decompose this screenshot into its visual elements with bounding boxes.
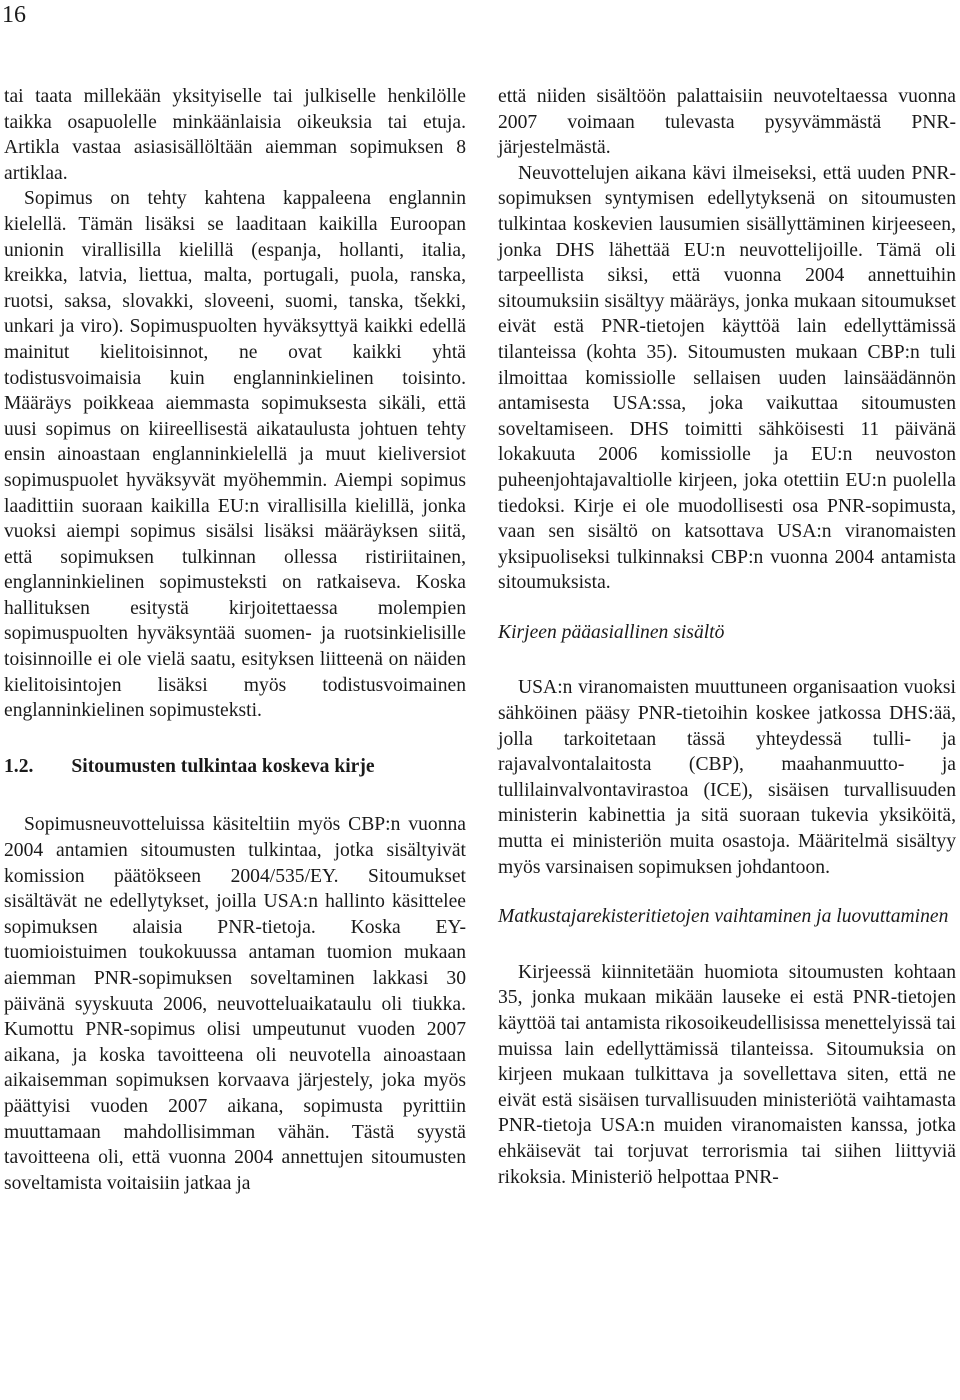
left-paragraph-2: Sopimus on tehty kahtena kappaleena englannin kielellä. Tämän lisäksi se laaditaan kaikilla Euroopan unionin virallisilla kielillä (espanja, hollanti, italia, kreikka, latvia, liettua, malta, portugali, puola, ranska, ruotsi, saksa, slovakki, sloveeni, suomi, tanska, tšekki, unkari ja viro). Sopimuspuolten hyväksyttyä kaikki edellä mainitut kielitoisinnot, ne ovat kaikki yhtä todistusvoimaisia kuin englanninkielinen toisinto. Määräys poikkeaa aiemmasta sopimuksesta sikäli, että uusi sopimus on kiireellisestä aikataulusta johtuen tehty ensin ainoastaan englanninkielellä ja muut kieliversiot sopimuspuolet hyväksyvät myöhemmin. Aiempi sopimus laadittiin suoraan kaikilla EU:n virallisilla kielillä, jonka vuoksi aiempi sopimus sisälsi lisäksi määräyksen siitä, että sopimuksen tulkinnan ollessa ristiriitainen, englanninkielinen sopimusteksti on ratkaiseva. Koska hallituksen esitystä kirjoitettaessa molempien sopimuspuolten hyväksyntää suomen- ja ruotsinkielisille toisinnoille ei ole vielä saatu, esityksen liitteenä on näiden kielitoisintojen lisäksi myös todistusvoimainen englanninkielinen sopimusteksti. (4, 188, 466, 722)
left-column (4, 84, 466, 1196)
right-paragraph-4: Kirjeessä kiinnitetään huomiota sitoumusten kohtaan 35, jonka mukaan mikään lauseke ei estä PNR-tietojen käyttöä tai antamista rikosoikeudellisissa menettelyissä tai muissa lain edellyttämissä tilanteissa. Sitoumuksia on kirjeen mukaan tulkittava ja sovellettava siten, että ne eivät estä sisäisen turvallisuuden ministeriötä vaihtamasta PNR-tietoja USA:n muiden viranomaisten kanssa, jotka ehkäisevät tai torjuvat terrorismia tai siihen liittyviä rikoksia. Ministeriö helpottaa PNR- (498, 961, 956, 1188)
right-column (498, 84, 956, 1190)
section-heading (4, 754, 466, 780)
section-heading-number: 1.2. (4, 755, 34, 777)
section-heading-text: Sitoumusten tulkintaa koskeva kirje (71, 755, 375, 777)
left-paragraph-1: tai taata millekään yksityiselle tai julkiselle henkilölle taikka osapuolelle minkäänlaisia oikeuksia tai etuja. Artikla vastaa asiasisällöltään aiemman sopimuksen 8 artiklaa. (4, 86, 466, 184)
right-paragraph-3: USA:n viranomaisten muuttuneen organisaation vuoksi sähköinen pääsy PNR-tietoihin koskee jatkossa DHS:ää, jolla tarkoitetaan tässä yhteydessä tulli- ja rajavalvontalaitosta (CBP), maahanmuutto- ja tullilainvalvontavirastoa (ICE), sisäisen turvallisuuden ministerin kabinettia ja sitä suoraan tukevia yksiköitä, mutta ei ministeriön muita osastoja. Määritelmä sisältyy myös varsinaisen sopimuksen johdantoon. (498, 677, 956, 878)
right-paragraph-2: Neuvottelujen aikana kävi ilmeiseksi, että uuden PNR-sopimuksen syntymisen edellytyksenä on sitoumusten tulkintaa koskevien lausumien sisällyttäminen kirjeeseen, jonka DHS lähettää EU:n neuvottelijoille. Tämä oli tarpeellista siksi, että vuonna 2004 annettuihin sitoumuksiin sisältyy määräys, jonka mukaan sitoumukset eivät estä PNR-tietojen käyttöä lain edellyttämissä tilanteissa (kohta 35). Sitoumusten mukaan CBP:n tuli ilmoittaa komissiolle sellaisen uuden lainsäädännön antamisesta USA:ssa, joka vaikuttaa sitoumusten soveltamiseen. DHS toimitti sähköisesti 11 päivänä lokakuuta 2006 komissiolle ja EU:n neuvoston puheenjohtajavaltiolle kirjeen, joka otettiin EU:n puolella tiedoksi. Kirje ei ole muodollisesti osa PNR-sopimusta, vaan sen sisältö on katsottava USA:n viranomaisten yksipuoliseksi tulkinnaksi CBP:n vuonna 2004 antamista sitoumuksista. (498, 162, 956, 594)
subheading-letter-content: Kirjeen pääasiallinen sisältö (498, 621, 725, 643)
right-paragraph-1: että niiden sisältöön palattaisiin neuvoteltaessa vuonna 2007 voimaan tulevasta pysyvämmästä PNR-järjestelmästä. (498, 86, 956, 159)
page-number: 16 (2, 2, 26, 28)
left-paragraph-3: Sopimusneuvotteluissa käsiteltiin myös CBP:n vuonna 2004 antamien sitoumusten tulkintaa, jotka sisältyivät komission päätökseen 2004/535/EY. Sitoumukset sisältävät ne edellytykset, joilla USA:n hallinto käsittelee sopimuksen alaisia PNR-tietoja. Koska EY-tuomioistuimen toukokuussa antaman tuomion mukaan aiemman PNR-sopimuksen soveltaminen lakkasi 30 päivänä syyskuuta 2006, neuvotteluaikataulu oli tiukka. Kumottu PNR-sopimus olisi umpeutunut vuoden 2007 aikana, ja koska tavoitteena oli neuvotella ainoastaan aikaisemman sopimuksen korvaava järjestely, joka myös päättyisi vuoden 2007 aikana, sopimusta pyrittiin muuttamaan mahdollisimman vähän. Tästä syystä tavoitteena oli, että vuonna 2004 annettujen sitoumusten soveltamista voitaisiin jatkaa ja (4, 814, 466, 1194)
subheading-pnr-exchange: Matkustajarekisteritietojen vaihtaminen ja luovuttaminen (498, 906, 949, 928)
